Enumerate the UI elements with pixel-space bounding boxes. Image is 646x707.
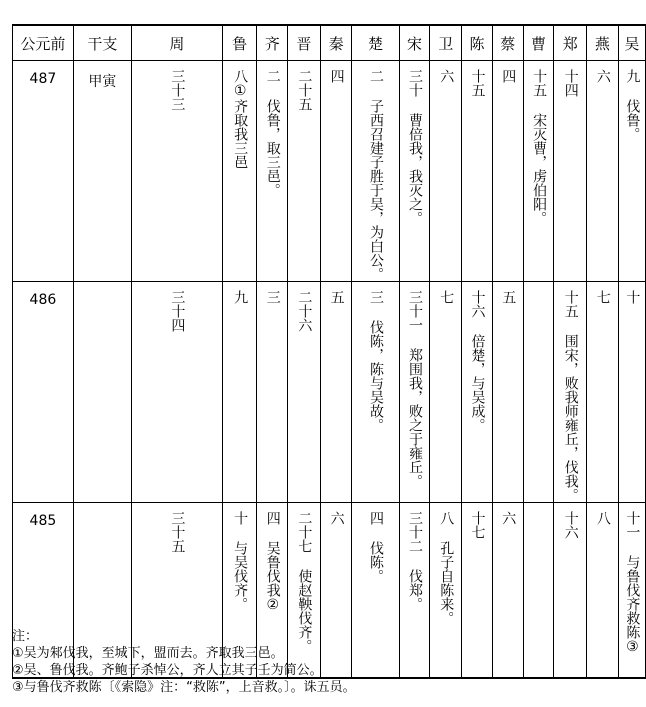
header-jin: 晋 [288, 25, 321, 61]
cell-qin [320, 61, 352, 282]
footnotes [12, 628, 356, 696]
text-wu: 十一 与鲁伐齐救陈③ [624, 511, 641, 655]
text-qi: 二 伐鲁，取三邑。 [264, 69, 281, 197]
header-row [13, 25, 646, 61]
text-song: 三十一 郑围我，败之于雍丘。 [407, 290, 424, 488]
header-wei: 卫 [430, 25, 462, 61]
cell-wu [618, 282, 645, 503]
text-wu: 九 伐鲁。 [624, 69, 641, 141]
footnote-2: ②吴、鲁伐我。齐鲍子杀悼公，齐人立其子壬为简公。 [12, 663, 323, 678]
text-zheng: 十六 [562, 511, 579, 539]
header-chu: 楚 [352, 25, 399, 61]
cell-yan [587, 282, 619, 503]
header-zhou: 周 [131, 25, 222, 61]
text-qi: 四 吴鲁伐我② [264, 511, 281, 613]
footnote-1: ①吴为邾伐我，至城下，盟而去。齐取我三邑。 [12, 646, 284, 661]
cell-ganzhi [73, 282, 131, 503]
cell-chen [462, 61, 493, 282]
text-chu: 三 伐陈，陈与吴故。 [368, 290, 385, 432]
footnote-3: ③与鲁伐齐救陈〔《索隐》注：“救陈”，上音救。〕。诛五员。 [12, 680, 356, 695]
text-lu: 八①齐取我三邑 [232, 69, 249, 169]
text-jin: 二十六 [296, 290, 313, 332]
cell-wei [430, 503, 462, 678]
cell-qin [320, 282, 352, 503]
text-qi: 三 [264, 290, 281, 304]
cell-zheng [554, 503, 587, 678]
text-yan: 八 [594, 511, 611, 525]
cell-qi [257, 282, 288, 503]
cell-year: 485 [13, 503, 74, 678]
text-cai: 四 [500, 69, 517, 83]
header-qin: 秦 [320, 25, 352, 61]
cell-jin [288, 282, 321, 503]
text-wu: 十 [624, 290, 641, 304]
text-zhou: 三十四 [169, 290, 186, 332]
cell-cao [523, 61, 554, 282]
text-wei: 七 [438, 290, 455, 304]
text-zhou: 三十五 [169, 511, 186, 553]
header-ganzhi: 干支 [73, 25, 131, 61]
cell-cai [492, 503, 523, 678]
header-lu: 鲁 [222, 25, 256, 61]
cell-cai [492, 282, 523, 503]
cell-lu [222, 282, 256, 503]
cell-jin [288, 61, 321, 282]
cell-wei [430, 61, 462, 282]
chronology-table [12, 24, 646, 679]
cell-wu [618, 61, 645, 282]
cell-yan [587, 503, 619, 678]
text-song: 三十 曹倍我，我灭之。 [407, 69, 424, 225]
table-row [13, 61, 646, 282]
text-qin: 六 [328, 511, 345, 525]
cell-year: 486 [13, 282, 74, 503]
text-zheng: 十五 围宋，败我师雍丘，伐我。 [562, 290, 579, 502]
cell-wu [618, 503, 645, 678]
text-zhou: 三十三 [169, 69, 186, 111]
text-chen: 十五 [469, 69, 486, 97]
text-qin: 四 [328, 69, 345, 83]
cell-song [399, 503, 430, 678]
text-lu: 九 [232, 290, 249, 304]
cell-chen [462, 282, 493, 503]
text-chen: 十七 [469, 511, 486, 539]
cell-qi [257, 61, 288, 282]
cell-ganzhi: 甲寅 [73, 61, 131, 282]
text-yan: 七 [594, 290, 611, 304]
cell-song [399, 282, 430, 503]
text-chu: 四 伐陈。 [368, 511, 385, 583]
header-year: 公元前 [13, 25, 74, 61]
cell-lu [222, 61, 256, 282]
text-jin: 二十七 使赵鞅伐齐。 [296, 511, 313, 653]
text-chu: 二 子西召建子胜于吴，为白公。 [368, 69, 385, 281]
header-wu: 吴 [618, 25, 645, 61]
cell-chu [352, 61, 399, 282]
header-qi: 齐 [257, 25, 288, 61]
header-yan: 燕 [587, 25, 619, 61]
text-lu: 十 与吴伐齐。 [232, 511, 249, 611]
header-zheng: 郑 [554, 25, 587, 61]
cell-zhou [131, 282, 222, 503]
text-qin: 五 [328, 290, 345, 304]
header-chen: 陈 [462, 25, 493, 61]
text-yan: 六 [594, 69, 611, 83]
text-wei: 八 孔子自陈来。 [438, 511, 455, 625]
cell-cao [523, 503, 554, 678]
notes-title: 注： [12, 629, 39, 644]
table-row [13, 282, 646, 503]
text-cai: 五 [500, 290, 517, 304]
cell-zhou [131, 61, 222, 282]
text-jin: 二十五 [296, 69, 313, 111]
cell-chu [352, 503, 399, 678]
cell-chen [462, 503, 493, 678]
text-cao: 十五 宋灭曹，虏伯阳。 [531, 69, 548, 225]
cell-chu [352, 282, 399, 503]
cell-cao [523, 282, 554, 503]
cell-zheng [554, 282, 587, 503]
cell-year: 487 [13, 61, 74, 282]
text-song: 三十二 伐郑。 [407, 511, 424, 611]
header-song: 宋 [399, 25, 430, 61]
text-chen: 十六 倍楚，与吴成。 [469, 290, 486, 432]
cell-wei [430, 282, 462, 503]
text-wei: 六 [438, 69, 455, 83]
text-zheng: 十四 [562, 69, 579, 97]
text-cai: 六 [500, 511, 517, 525]
header-cai: 蔡 [492, 25, 523, 61]
cell-zheng [554, 61, 587, 282]
header-cao: 曹 [523, 25, 554, 61]
cell-song [399, 61, 430, 282]
cell-yan [587, 61, 619, 282]
cell-cai [492, 61, 523, 282]
